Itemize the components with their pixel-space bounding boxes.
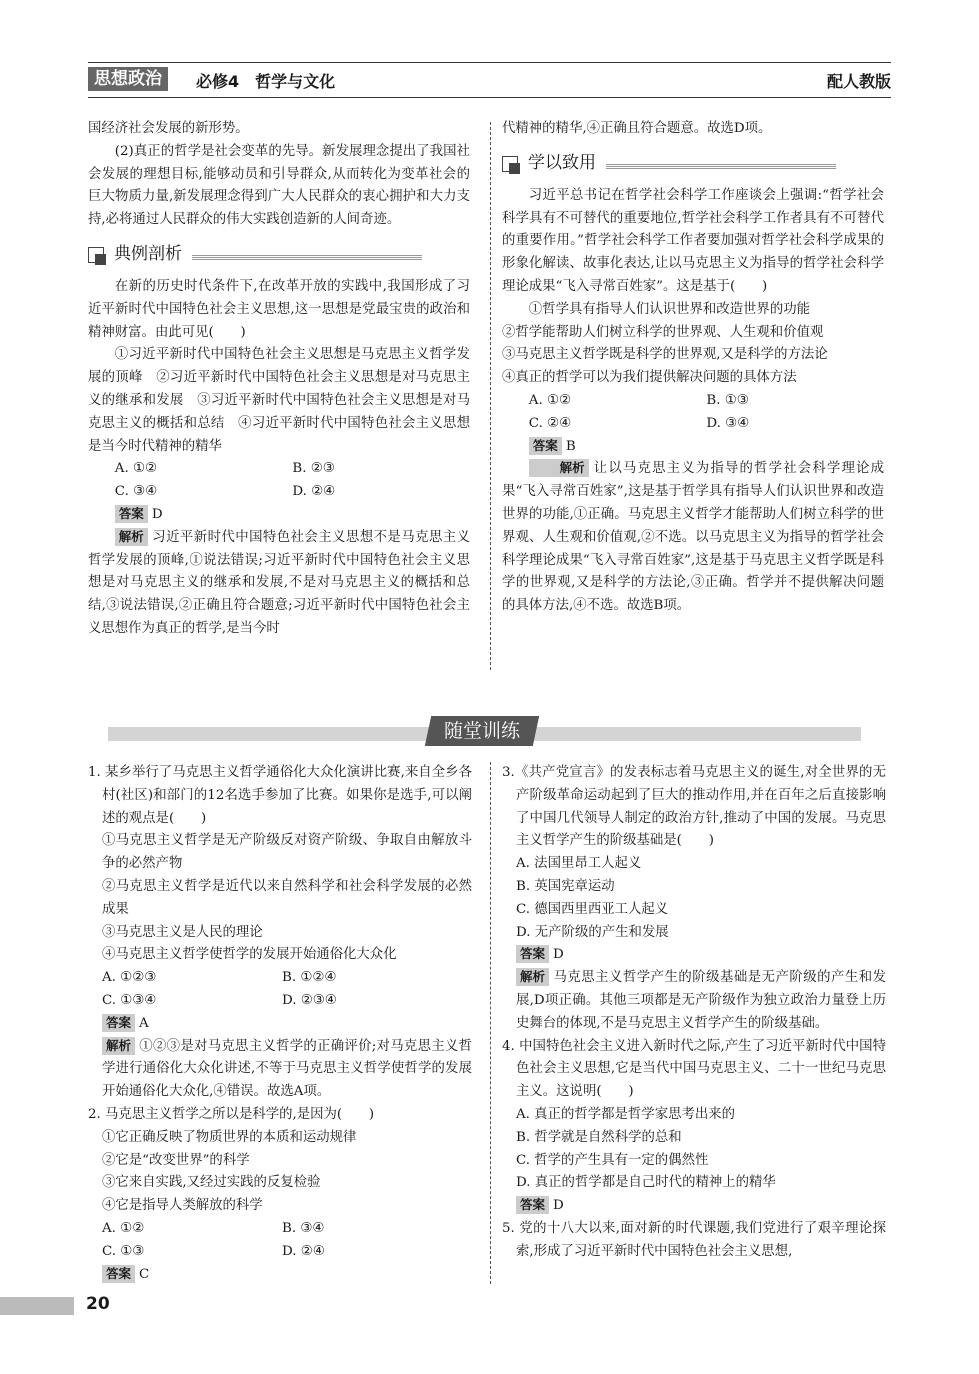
answer-label: 答案 <box>115 505 148 523</box>
answer-value: D <box>553 1198 564 1214</box>
option-d: D. ③④ <box>706 415 750 431</box>
explanation-text: 让以马克思主义为指导的哲学社会科学理论成果“飞入寻常百姓家”,这是基于哲学具有指导人们认识世界和改造世界的功能,①正确。马克思主义哲学才能帮助人们树立科学的世界观、人生观和价值观,②不选。以马克思主义为指导的哲学社会科学理论成果“飞入寻常百姓家”,这是基于马克思主义哲学既是科学的世界观,又是科学的方法论,③正确。哲学并不提供解决问题的具体方法,④不选。故选B项。 <box>502 461 884 614</box>
question-item: ①它正确反映了物质世界的本质和运动规律 <box>102 1129 357 1145</box>
section-heading <box>88 242 470 268</box>
answer-value: B <box>565 438 576 454</box>
question-5-stem: 5. 党的十八大以来,面对新的时代课题,我们党进行了艰辛理论探索,形成了习近平新时代中国特色社会主义思想, <box>502 1220 886 1259</box>
section-heading <box>502 151 884 177</box>
paragraph: 代精神的精华,④正确且符合题意。故选D项。 <box>502 121 772 136</box>
question-item: ④马克思主义哲学使哲学的发展开始通俗化大众化 <box>102 947 397 963</box>
section-rule <box>192 254 422 260</box>
question-item: ③马克思主义哲学既是科学的世界观,又是科学的方法论 <box>502 347 828 363</box>
column-divider-top <box>490 122 491 670</box>
question-stem: 习近平总书记在哲学社会科学工作座谈会上强调:“哲学社会科学具有不可替代的重要地位,哲学社会科学工作者具有不可替代的重要作用。”哲学社会科学工作者要加强对哲学社会科学成果的形象化解读、故事化表达,让以马克思主义为指导的哲学社会科学理论成果“飞入寻常百姓家”。这是基于( ) <box>502 187 884 294</box>
section-title: 学以致用 <box>528 152 596 173</box>
answer-value: D <box>553 947 564 963</box>
question-stem: 在新的历史时代条件下,在改革开放的实践中,我国形成了习近平新时代中国特色社会主义思想,这一思想是党最宝贵的政治和精神财富。由此可见( ) <box>88 278 470 340</box>
option-d: D. 无产阶级的产生和发展 <box>516 924 669 940</box>
option-d: D. ②④ <box>282 1243 325 1259</box>
options-row <box>88 967 472 990</box>
answer-label: 答案 <box>516 945 549 963</box>
question-item: ①哲学具有指导人们认识世界和改造世界的功能 <box>528 301 810 317</box>
section-rule <box>606 163 836 169</box>
subject-tag: 思想政治 <box>88 67 168 91</box>
left-column-bottom <box>88 762 472 1286</box>
question-items: ①习近平新时代中国特色社会主义思想是马克思主义哲学发展的顶峰 ②习近平新时代中国特色社会主义思想是对马克思主义的继承和发展 ③习近平新时代中国特色社会主义思想是对马克思主义的概括和总结 ④习近平新时代中国特色社会主义思想是当今时代精神的精华 <box>88 347 470 454</box>
question-item: ②马克思主义哲学是近代以来自然科学和社会科学发展的必然成果 <box>102 878 472 917</box>
question-item: ③它来自实践,又经过实践的反复检验 <box>102 1175 321 1191</box>
option-b: B. 英国宪章运动 <box>516 878 615 894</box>
option-a: A. 真正的哲学都是哲学家思考出来的 <box>516 1106 736 1122</box>
option-a: A. ①②③ <box>102 970 157 986</box>
option-b: B. ①②④ <box>282 970 337 986</box>
option-d: D. ②④ <box>292 484 336 500</box>
options-row <box>502 390 884 413</box>
section-title: 典例剖析 <box>114 243 182 264</box>
question-item: ④它是指导人类解放的科学 <box>102 1198 263 1214</box>
question-item: ②它是“改变世界”的科学 <box>102 1152 250 1168</box>
explanation-label: 解析 <box>529 459 589 477</box>
option-b: B. ②③ <box>292 461 335 477</box>
section-icon <box>502 156 518 172</box>
option-c: C. ①③ <box>102 1243 145 1259</box>
explanation-text: ①②③是对马克思主义哲学的正确评价;对马克思主义哲学进行通俗化大众化讲述,不等于马克思主义哲学使哲学的发展开始通俗化大众化,④错误。故选A项。 <box>102 1038 472 1100</box>
page-header <box>88 62 891 98</box>
option-c: C. ②④ <box>528 415 572 431</box>
option-a: A. 法国里昂工人起义 <box>516 856 642 872</box>
page-number-bar <box>0 1297 74 1315</box>
question-item: ①马克思主义哲学是无产阶级反对资产阶级、争取自由解放斗争的必然产物 <box>102 833 472 872</box>
question-4-stem: 4. 中国特色社会主义进入新时代之际,产生了习近平新时代中国特色社会主义思想,它是当代中国马克思主义、二十一世纪马克思主义。这说明( ) <box>502 1038 886 1100</box>
left-column-top <box>88 118 470 641</box>
section-icon <box>88 247 104 263</box>
answer-value: C <box>139 1266 150 1282</box>
answer-value: A <box>139 1015 149 1031</box>
option-c: C. 德国西里西亚工人起义 <box>516 901 669 917</box>
answer-label: 答案 <box>102 1014 135 1032</box>
options-row <box>88 990 472 1013</box>
right-column-bottom <box>502 762 886 1264</box>
question-3-stem: 3.《共产党宣言》的发表标志着马克思主义的诞生,对全世界的无产阶级革命运动起到了巨大的推动作用,并在百年之后直接影响了中国几代领导人制定的政治方针,推动了中国的发展。马克思主义哲学产生的阶级基础是( ) <box>502 765 886 849</box>
options-row <box>502 413 884 436</box>
option-d: D. ②③④ <box>282 992 337 1008</box>
answer-label: 答案 <box>516 1196 549 1214</box>
paragraph: 国经济社会发展的新形势。 <box>88 121 249 136</box>
options-row <box>88 1241 472 1264</box>
section-banner <box>425 716 539 746</box>
explanation-text: 习近平新时代中国特色社会主义思想不是马克思主义哲学发展的顶峰,①说法错误;习近平新时代中国特色社会主义思想是对马克思主义的继承和发展,不是对马克思主义的概括和总结,③说法错误,②正确且符合题意;习近平新时代中国特色社会主义思想作为真正的哲学,是当今时 <box>88 529 470 636</box>
question-item: ②哲学能帮助人们树立科学的世界观、人生观和价值观 <box>502 324 824 340</box>
banner-title: 随堂训练 <box>443 720 520 742</box>
option-a: A. ①② <box>102 1220 145 1236</box>
right-column-top <box>502 118 884 618</box>
option-c: C. 哲学的产生具有一定的偶然性 <box>516 1152 709 1168</box>
option-a: A. ①② <box>114 461 157 477</box>
option-b: B. ①③ <box>706 392 749 408</box>
option-c: C. ①③④ <box>102 992 157 1008</box>
question-item: ④真正的哲学可以为我们提供解决问题的具体方法 <box>502 370 797 386</box>
answer-label: 答案 <box>529 437 562 455</box>
book-title: 必修4 哲学与文化 <box>196 72 336 91</box>
option-c: C. ③④ <box>114 484 158 500</box>
column-divider-bottom <box>490 762 491 1284</box>
option-a: A. ①② <box>528 392 571 408</box>
question-2-stem: 2. 马克思主义哲学之所以是科学的,是因为( ) <box>88 1106 375 1122</box>
options-row <box>88 481 470 504</box>
options-row <box>88 458 470 481</box>
explanation-label: 解析 <box>115 528 148 546</box>
explanation-text: 马克思主义哲学产生的阶级基础是无产阶级的产生和发展,D项正确。其他三项都是无产阶级作为独立政治力量登上历史舞台的体现,不是马克思主义哲学产生的阶级基础。 <box>516 970 886 1031</box>
paragraph: (2)真正的哲学是社会变革的先导。新发展理念提出了我国社会发展的理想目标,能够动员和引导群众,从而转化为变革社会的巨大物质力量,新发展理念得到广大人民群众的衷心拥护和大力支持,必将通过人民群众的伟大实践创造新的人间奇迹。 <box>88 143 470 228</box>
answer-label: 答案 <box>102 1265 135 1283</box>
explanation-label: 解析 <box>102 1037 135 1055</box>
edition-label: 配人教版 <box>826 72 891 91</box>
option-b: B. 哲学就是自然科学的总和 <box>516 1129 682 1145</box>
explanation-label: 解析 <box>516 968 549 986</box>
page-number: 20 <box>86 1294 110 1314</box>
option-d: D. 真正的哲学都是自己时代的精神上的精华 <box>516 1175 776 1191</box>
options-row <box>88 1218 472 1241</box>
answer-value: D <box>151 506 163 522</box>
question-1-stem: 1. 某乡举行了马克思主义哲学通俗化大众化演讲比赛,来自全乡各村(社区)和部门的12名选手参加了比赛。如果你是选手,可以阐述的观点是( ) <box>88 765 472 826</box>
question-item: ③马克思主义是人民的理论 <box>102 924 263 940</box>
option-b: B. ③④ <box>282 1220 325 1236</box>
